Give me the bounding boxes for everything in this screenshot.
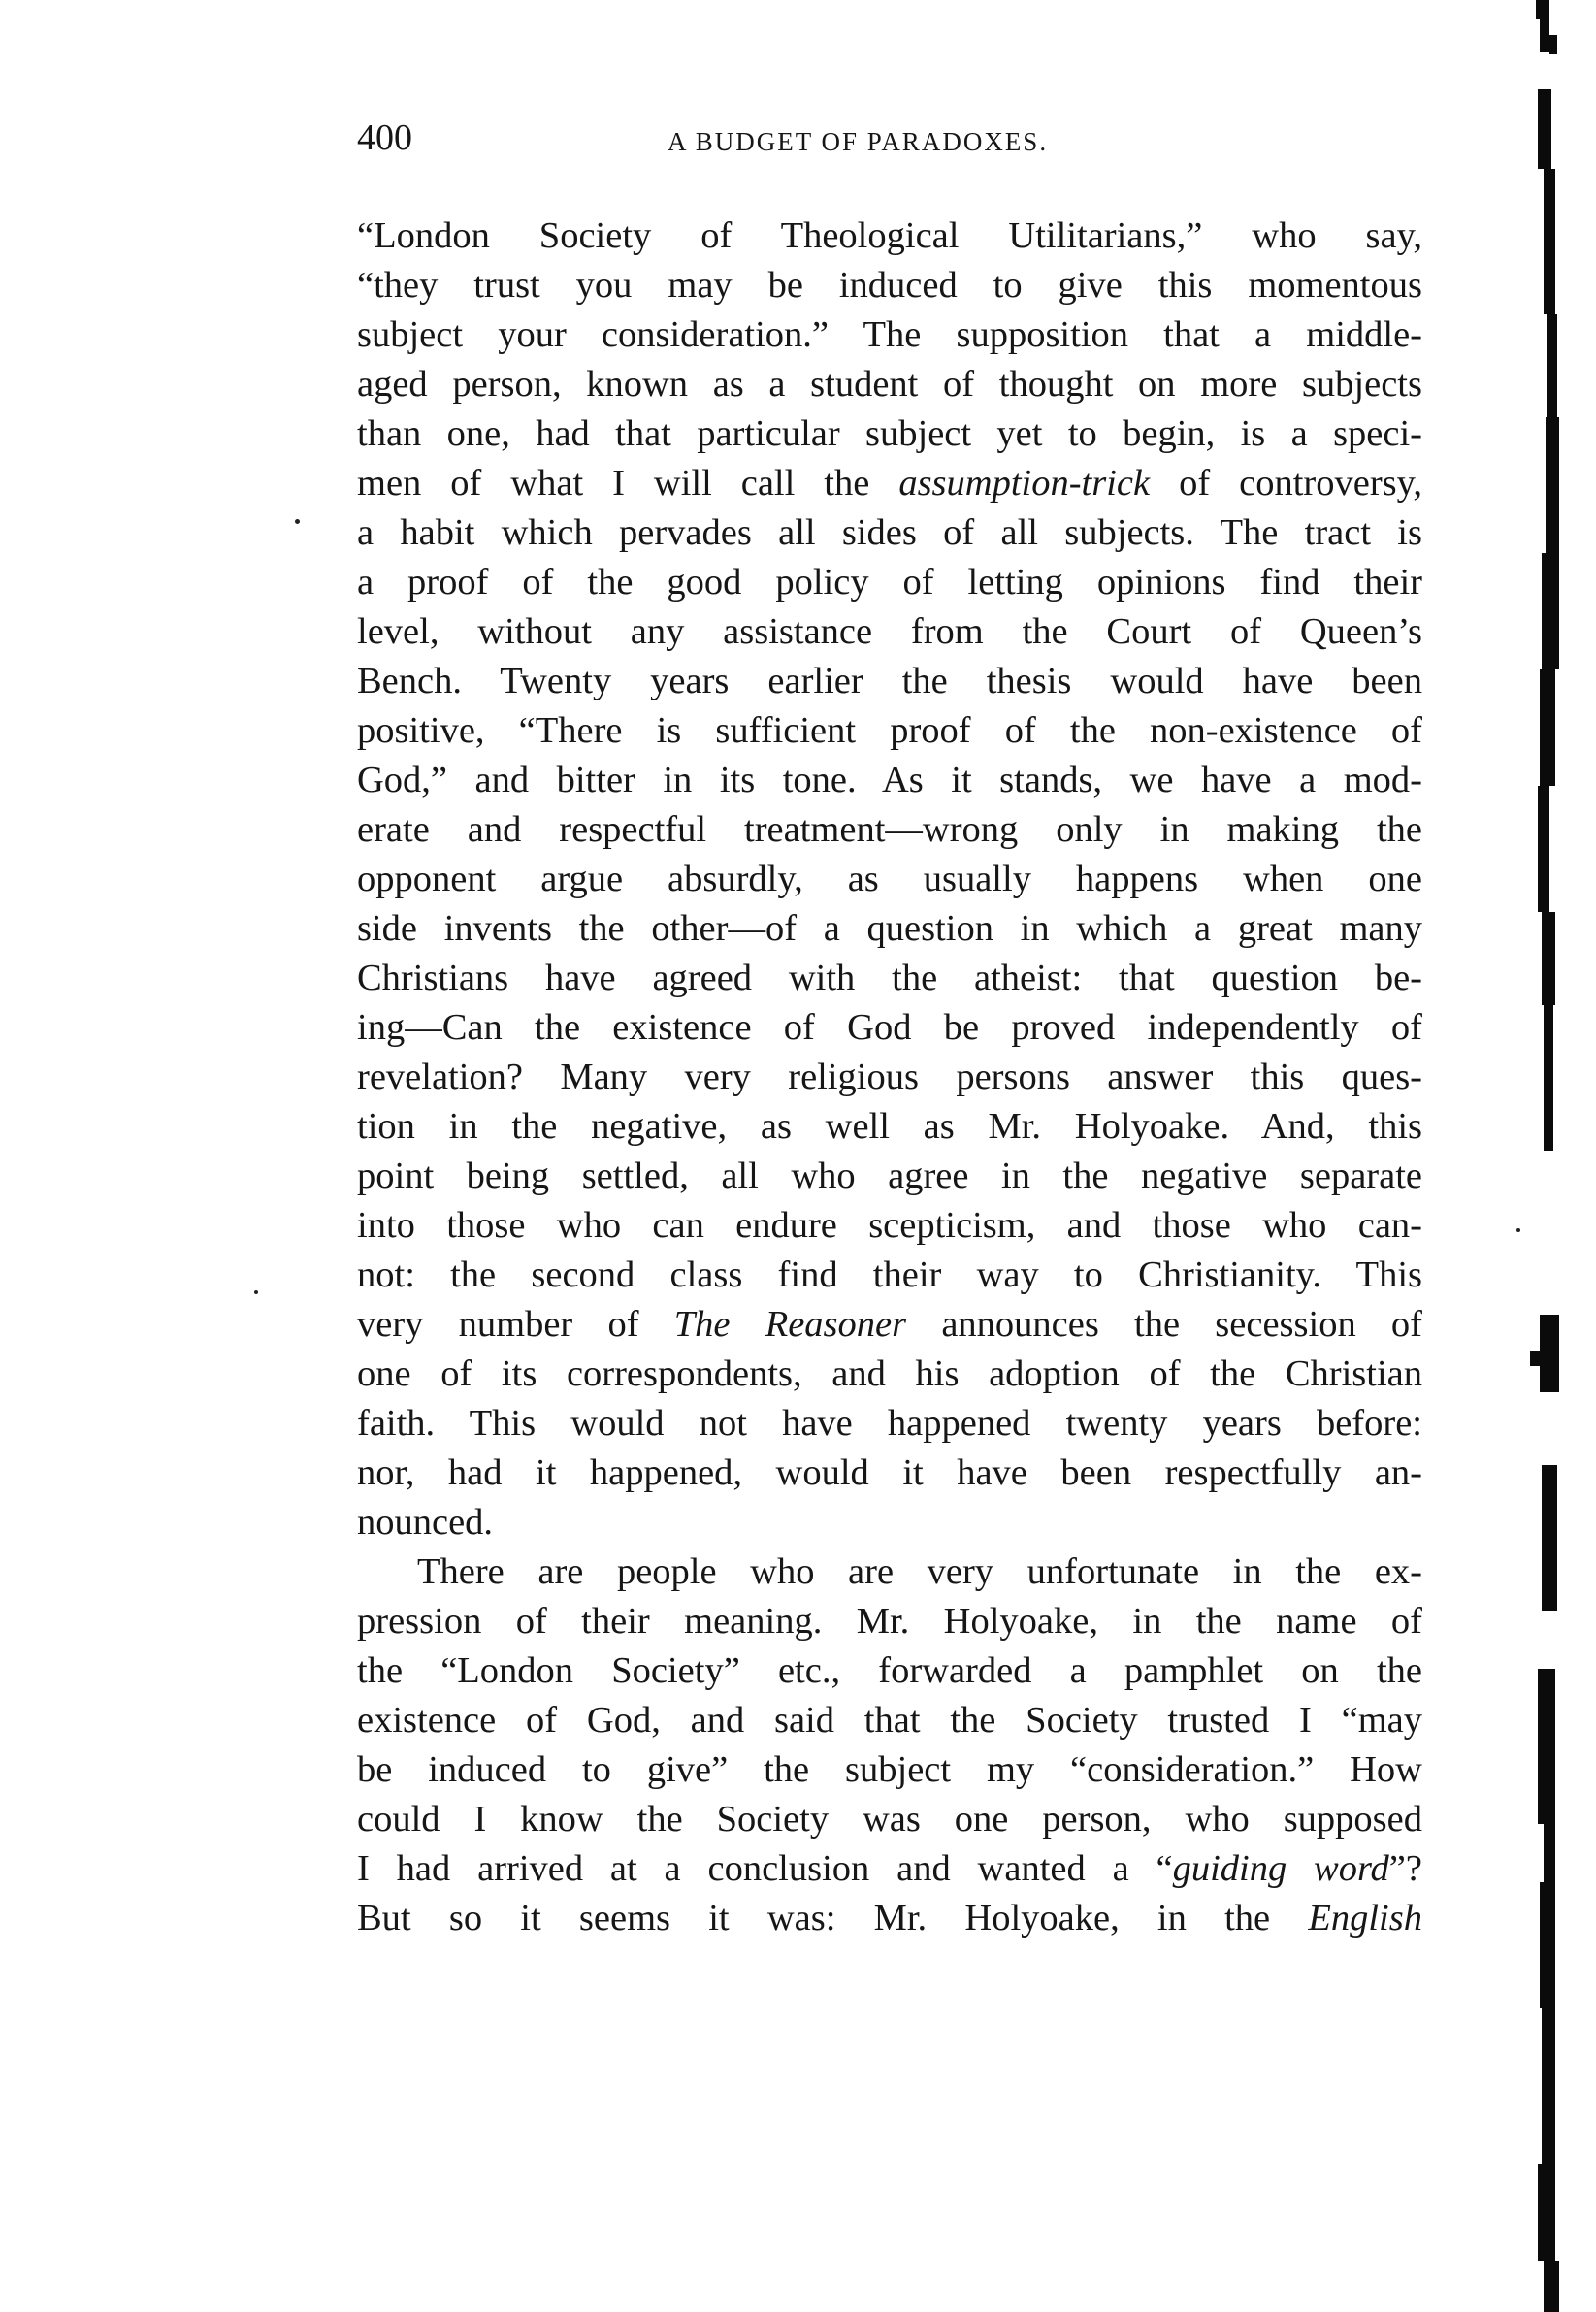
- edge-mark: [1538, 2164, 1555, 2261]
- edge-mark: [1536, 0, 1549, 19]
- text-run: very number of: [357, 1304, 674, 1345]
- text-run: of controversy,: [1150, 463, 1422, 504]
- edge-mark: [1540, 669, 1555, 786]
- text-line: There are people who are very unfortunate in the ex-: [417, 1551, 1422, 1592]
- text-line: pression of their meaning. Mr. Holyoake, in the name of: [357, 1601, 1422, 1642]
- text-line: side invents the other—of a question in which a great many: [357, 908, 1422, 949]
- edge-mark: [1544, 1005, 1553, 1151]
- edge-mark: [1549, 35, 1557, 54]
- text-line: ing—Can the existence of God be proved independently of: [357, 1007, 1422, 1048]
- page-header: [357, 109, 1422, 167]
- text-line: a habit which pervades all sides of all subjects. The tract is: [357, 512, 1422, 553]
- edge-mark: [1542, 912, 1555, 1005]
- text-run: ”?: [1388, 1848, 1422, 1889]
- text-line: level, without any assistance from the Court of Queen’s: [357, 611, 1422, 652]
- page-number: 400: [357, 117, 412, 158]
- scan-edge-shadow: [1489, 0, 1596, 2312]
- scan-speck: [295, 519, 300, 524]
- italic-phrase: guiding word: [1172, 1848, 1389, 1889]
- text-line: tion in the negative, as well as Mr. Holyoake. And, this: [357, 1106, 1422, 1147]
- text-line: “London Society of Theological Utilitarians,” who say,: [357, 215, 1422, 256]
- running-head: A BUDGET OF PARADOXES.: [668, 127, 1049, 156]
- italic-title: English: [1308, 1898, 1422, 1938]
- text-line: not: the second class find their way to Christianity. This: [357, 1254, 1422, 1295]
- edge-mark: [1542, 553, 1559, 669]
- edge-mark: [1530, 1351, 1549, 1366]
- text-line: positive, “There is sufficient proof of the non-existence of: [357, 710, 1422, 751]
- scan-speck: [1516, 1228, 1520, 1232]
- edge-mark: [1538, 1669, 1555, 1824]
- edge-mark: [1544, 2261, 1559, 2312]
- italic-title: The Reasoner: [673, 1304, 907, 1345]
- text-line: [357, 1300, 1422, 1350]
- edge-mark: [1538, 786, 1549, 912]
- text-line: Christians have agreed with the atheist: that question be-: [357, 958, 1422, 998]
- text-line: Bench. Twenty years earlier the thesis would have been: [357, 661, 1422, 701]
- edge-mark: [1542, 2008, 1555, 2164]
- text-line: [357, 1844, 1422, 1894]
- edge-mark: [1546, 417, 1559, 553]
- body-text: [357, 212, 1422, 1943]
- text-run: I had arrived at a conclusion and wanted a “: [357, 1848, 1173, 1889]
- edge-mark: [1538, 89, 1551, 169]
- edge-mark: [1540, 19, 1549, 52]
- text-line: existence of God, and said that the Society trusted I “may: [357, 1700, 1422, 1741]
- italic-term: assumption-trick: [898, 463, 1151, 504]
- text-line: [357, 459, 1422, 508]
- text-line: faith. This would not have happened twenty years before:: [357, 1403, 1422, 1444]
- text-line: be induced to give” the subject my “consideration.” How: [357, 1749, 1422, 1790]
- text-run: But so it seems it was: Mr. Holyoake, in the: [357, 1898, 1309, 1938]
- text-line: “they trust you may be induced to give this momentous: [357, 265, 1422, 306]
- edge-mark: [1540, 1882, 1555, 2008]
- text-line: into those who can endure scepticism, and those who can-: [357, 1205, 1422, 1246]
- edge-mark: [1547, 314, 1557, 417]
- text-line: a proof of the good policy of letting opinions find their: [357, 562, 1422, 602]
- text-line: aged person, known as a student of thought on more subjects: [357, 364, 1422, 405]
- scan-speck: [254, 1290, 258, 1294]
- text-line: nor, had it happened, would it have been respectfully an-: [357, 1452, 1422, 1493]
- text-line: God,” and bitter in its tone. As it stands, we have a mod-: [357, 760, 1422, 800]
- edge-mark: [1542, 1465, 1557, 1611]
- text-line: erate and respectful treatment—wrong only in making the: [357, 809, 1422, 850]
- edge-mark: [1544, 1824, 1555, 1882]
- text-line: could I know the Society was one person, who supposed: [357, 1799, 1422, 1840]
- text-line: subject your consideration.” The supposition that a middle-: [357, 314, 1422, 355]
- text-run: announces the secession of: [906, 1304, 1422, 1345]
- text-line: the “London Society” etc., forwarded a pamphlet on the: [357, 1650, 1422, 1691]
- text-line: one of its correspondents, and his adoption of the Christian: [357, 1353, 1422, 1394]
- edge-mark: [1544, 169, 1555, 314]
- text-line: opponent argue absurdly, as usually happens when one: [357, 859, 1422, 899]
- text-line: point being settled, all who agree in the negative separate: [357, 1156, 1422, 1196]
- text-run: men of what I will call the: [357, 463, 899, 504]
- text-line: nounced.: [357, 1502, 494, 1543]
- text-line: than one, had that particular subject yet to begin, is a speci-: [357, 413, 1422, 454]
- text-line: revelation? Many very religious persons answer this ques-: [357, 1057, 1422, 1097]
- text-line: [357, 1894, 1422, 1943]
